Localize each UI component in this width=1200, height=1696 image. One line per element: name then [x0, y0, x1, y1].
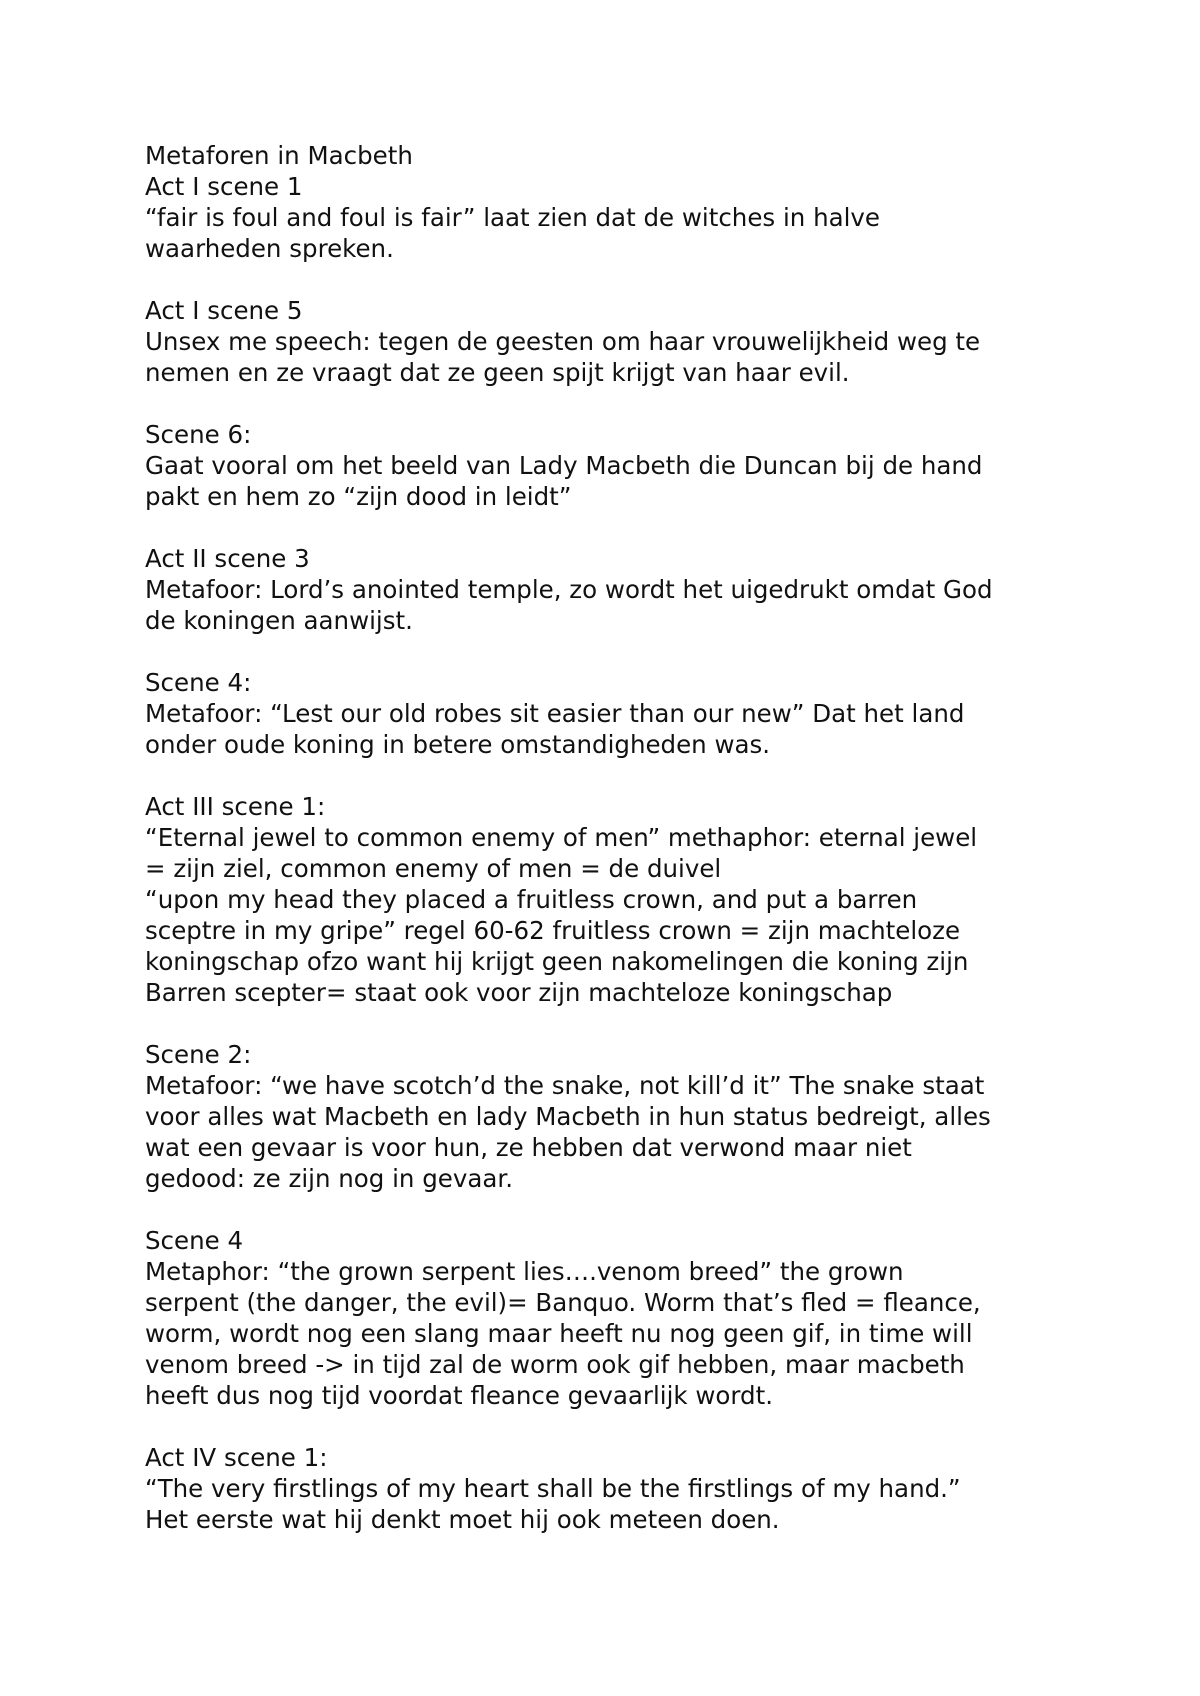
section-line: “The very firstlings of my heart shall be the firstlings of my hand.”	[145, 1474, 961, 1503]
section-heading: Scene 4:	[145, 668, 252, 697]
document-body	[145, 140, 1105, 1535]
paragraph-gap	[145, 1411, 1105, 1442]
section-act3-scene1	[145, 791, 1105, 1008]
section-line: Metafoor: “we have scotch’d the snake, not kill’d it” The snake staat	[145, 1071, 985, 1100]
section-line: de koningen aanwijst.	[145, 606, 413, 635]
section-heading: Scene 4	[145, 1226, 244, 1255]
section-heading: Act I scene 1	[145, 172, 303, 201]
section-act4-scene1	[145, 1442, 1105, 1535]
section-line: wat een gevaar is voor hun, ze hebben dat verwond maar niet	[145, 1133, 912, 1162]
section-scene2	[145, 1039, 1105, 1194]
section-line: pakt en hem zo “zijn dood in leidt”	[145, 482, 572, 511]
paragraph-gap	[145, 512, 1105, 543]
section-act2-scene3	[145, 543, 1105, 636]
paragraph-gap	[145, 264, 1105, 295]
section-scene4	[145, 667, 1105, 760]
document-title: Metaforen in Macbeth	[145, 141, 413, 170]
paragraph-gap	[145, 636, 1105, 667]
paragraph-gap	[145, 1194, 1105, 1225]
section-line: venom breed -> in tijd zal de worm ook gif hebben, maar macbeth	[145, 1350, 965, 1379]
section-line: serpent (the danger, the evil)= Banquo. Worm that’s fled = fleance,	[145, 1288, 981, 1317]
section-heading: Act IV scene 1:	[145, 1443, 328, 1472]
paragraph-gap	[145, 760, 1105, 791]
section-line: Metafoor: “Lest our old robes sit easier than our new” Dat het land	[145, 699, 965, 728]
section-act1-scene5	[145, 295, 1105, 388]
section-line: Het eerste wat hij denkt moet hij ook meteen doen.	[145, 1505, 780, 1534]
section-heading: Act II scene 3	[145, 544, 310, 573]
section-line: Unsex me speech: tegen de geesten om haar vrouwelijkheid weg te	[145, 327, 981, 356]
section-line: worm, wordt nog een slang maar heeft nu nog geen gif, in time will	[145, 1319, 973, 1348]
section-line: Metafoor: Lord’s anointed temple, zo wordt het uigedrukt omdat God	[145, 575, 993, 604]
section-line: = zijn ziel, common enemy of men = de duivel	[145, 854, 722, 883]
section-line: “upon my head they placed a fruitless crown, and put a barren	[145, 885, 918, 914]
section-line: Metaphor: “the grown serpent lies….venom breed” the grown	[145, 1257, 904, 1286]
paragraph-gap	[145, 1008, 1105, 1039]
section-line: nemen en ze vraagt dat ze geen spijt krijgt van haar evil.	[145, 358, 850, 387]
section-line: voor alles wat Macbeth en lady Macbeth in hun status bedreigt, alles	[145, 1102, 991, 1131]
section-line: “fair is foul and foul is fair” laat zien dat de witches in halve	[145, 203, 880, 232]
paragraph-gap	[145, 388, 1105, 419]
section-line: waarheden spreken.	[145, 234, 394, 263]
section-line: onder oude koning in betere omstandigheden was.	[145, 730, 771, 759]
section-line: “Eternal jewel to common enemy of men” methaphor: eternal jewel	[145, 823, 978, 852]
section-line: gedood: ze zijn nog in gevaar.	[145, 1164, 514, 1193]
section-scene6	[145, 419, 1105, 512]
section-heading: Act I scene 5	[145, 296, 303, 325]
section-line: Barren scepter= staat ook voor zijn machteloze koningschap	[145, 978, 893, 1007]
section-line: sceptre in my gripe” regel 60-62 fruitless crown = zijn machteloze	[145, 916, 961, 945]
section-line: koningschap ofzo want hij krijgt geen nakomelingen die koning zijn	[145, 947, 969, 976]
section-line: Gaat vooral om het beeld van Lady Macbeth die Duncan bij de hand	[145, 451, 983, 480]
section-heading: Scene 6:	[145, 420, 252, 449]
section-heading: Scene 2:	[145, 1040, 252, 1069]
section-heading: Act III scene 1:	[145, 792, 326, 821]
section-act1-scene1	[145, 171, 1105, 264]
section-line: heeft dus nog tijd voordat fleance gevaarlijk wordt.	[145, 1381, 774, 1410]
section-scene4-b	[145, 1225, 1105, 1411]
